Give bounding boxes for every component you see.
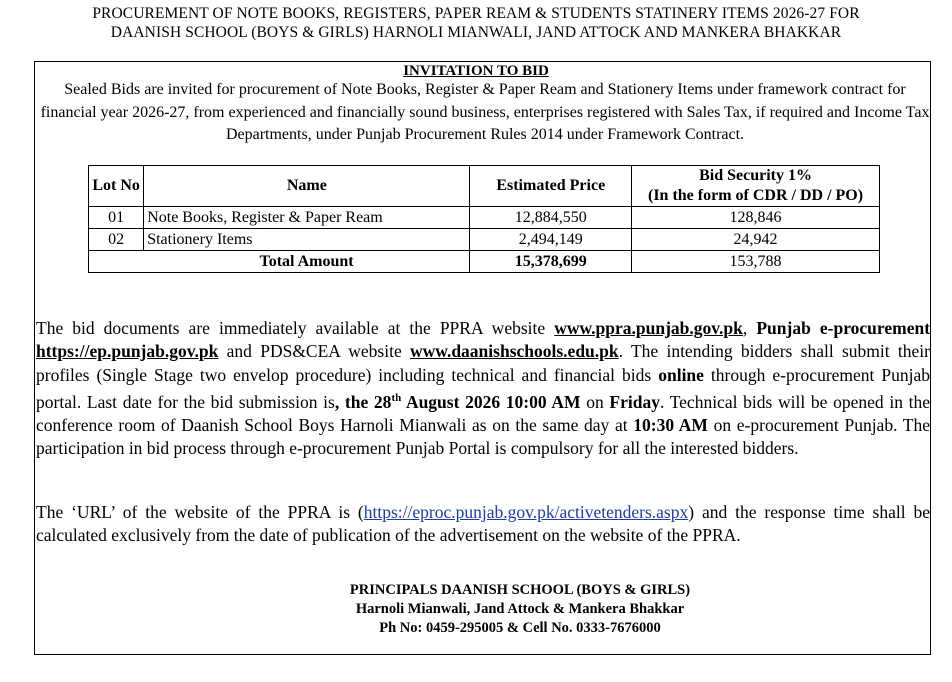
text-run: , [742, 318, 757, 338]
text-run: 10:30 AM [633, 415, 708, 436]
ep-punjab-link[interactable]: https://ep.punjab.gov.pk [36, 341, 219, 362]
text-run: The bid documents are immediately available at the PPRA website [36, 318, 555, 338]
signature-line-2: Harnoli Mianwali, Jand Attock & Mankera Bhakkar [355, 601, 685, 617]
header-name: Name [144, 166, 470, 207]
table-row [89, 229, 880, 251]
row-lot: 01 [89, 207, 144, 229]
signature-line-1: PRINCIPALS DAANISH SCHOOL (BOYS & GIRLS) [349, 582, 691, 598]
row-name: Note Books, Register & Paper Ream [144, 207, 470, 229]
text-run: The ‘URL’ of the website of the PPRA is ( [36, 502, 364, 522]
document-header [0, 4, 952, 42]
signature-block [300, 581, 740, 638]
header-line-2: DAANISH SCHOOL (BOYS & GIRLS) HARNOLI MIANWALI, JAND ATTOCK AND MANKERA BHAKKAR [110, 24, 842, 41]
row-lot: 02 [89, 229, 144, 251]
deadline-date [335, 392, 581, 412]
header-lot: Lot No [89, 166, 144, 207]
text-run: on e-procurement Punjab. The participation in bid process through e-procurement Punjab Portal is compulsory for all the interested bidders. [36, 415, 930, 459]
header-security-line-2: (In the form of CDR / DD / PO) [647, 187, 864, 204]
header-security-line-1: Bid Security 1% [699, 167, 812, 184]
text-run: Punjab e-procurement [756, 318, 931, 338]
row-name: Stationery Items [144, 229, 470, 251]
text-run: on [580, 391, 610, 412]
row-price: 2,494,149 [470, 229, 632, 251]
text-run: online [658, 364, 704, 385]
text-run: August 2026 10:00 AM [401, 391, 581, 412]
text-run: through e-procurement Punjab portal. Last date for the bid submission is [36, 364, 931, 412]
text-run: and PDS&CEA website [218, 341, 410, 362]
row-security: 24,942 [632, 229, 880, 251]
url-paragraph [36, 501, 930, 548]
total-price: 15,378,699 [470, 251, 632, 273]
text-run: ) and the response time shall be calculated exclusively from the date of publication of the advertisement on the website of the PPRA. [36, 502, 930, 546]
row-security: 128,846 [632, 207, 880, 229]
daanish-schools-link[interactable]: www.daanishschools.edu.pk [410, 341, 619, 362]
eproc-active-tenders-link[interactable]: https://eproc.punjab.gov.pk/activetenders.aspx [363, 502, 689, 522]
header-price: Estimated Price [470, 166, 632, 207]
text-run: th [391, 391, 402, 404]
total-label: Total Amount [144, 251, 470, 273]
table-header-row [89, 166, 880, 207]
header-line-1: PROCUREMENT OF NOTE BOOKS, REGISTERS, PAPER REAM & STUDENTS STATINERY ITEMS 2026-27 FOR [92, 5, 860, 22]
total-security: 153,788 [632, 251, 880, 273]
row-price: 12,884,550 [470, 207, 632, 229]
text-run: Friday [609, 391, 660, 412]
invitation-text: Sealed Bids are invited for procurement of Note Books, Register & Paper Ream and Stationery Items under framework contract for financial year 2026-27, from experienced and financially sound business, enterprises registered with Sales Tax, if required and Income Tax Departments, under Punjab Procurement Rules 2014 under Framework Contract. [40, 81, 930, 143]
text-run: . The intending bidders shall submit their profiles (Single Stage two envelop procedure) including technical and financial bids [36, 341, 930, 385]
ppra-link[interactable]: www.ppra.punjab.gov.pk [554, 318, 743, 338]
header-security [632, 166, 880, 207]
lots-table [88, 165, 880, 273]
table-row [89, 207, 880, 229]
invitation-title: INVITATION TO BID [403, 63, 549, 79]
total-row [89, 251, 880, 273]
text-run: , the 28 [334, 391, 392, 412]
bid-documents-paragraph [36, 317, 930, 461]
signature-line-3: Ph No: 0459-295005 & Cell No. 0333-7676000 [379, 620, 661, 636]
text-run: . Technical bids will be opened in the conference room of Daanish School Boys Harnoli Mianwali as on the same day at [36, 391, 931, 436]
